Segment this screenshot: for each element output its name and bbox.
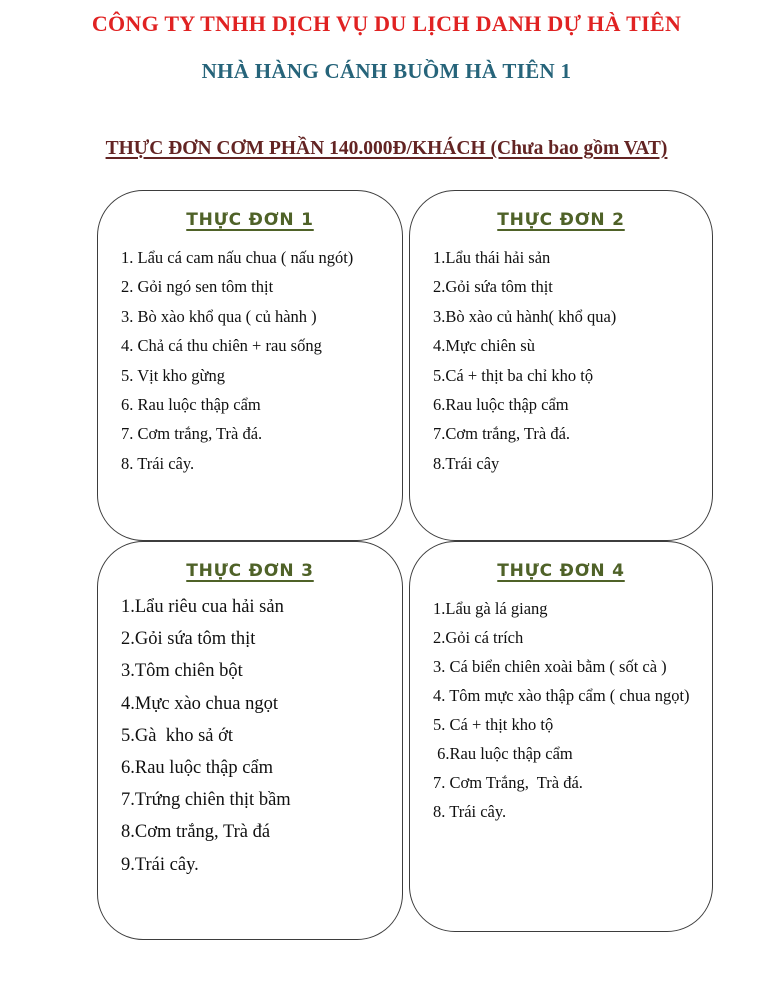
menu-2-items	[410, 243, 712, 478]
menu-item: 4. Tôm mực xào thập cẩm ( chua ngọt)	[433, 686, 690, 705]
menu-item: 5.Gà kho sả ớt	[121, 725, 234, 746]
menu-2-title: THỰC ĐƠN 2	[497, 210, 625, 230]
menu-1-title: THỰC ĐƠN 1	[186, 210, 314, 230]
menu-item: 5. Cá + thịt kho tộ	[433, 715, 554, 734]
menu-item: 1. Lẩu cá cam nấu chua ( nấu ngót)	[121, 248, 354, 267]
menu-card-1	[97, 190, 403, 541]
menu-item: 7.Cơm trắng, Trà đá.	[433, 424, 571, 444]
menu-item: 4.Mực chiên sù	[433, 336, 535, 356]
menu-item: 8. Trái cây.	[121, 453, 195, 473]
menu-item: 7. Cơm trắng, Trà đá.	[121, 424, 263, 444]
menu-item: 8. Trái cây.	[433, 802, 507, 821]
menu-item: 2. Gỏi ngó sen tôm thịt	[121, 277, 274, 297]
menu-item: 4. Chả cá thu chiên + rau sống	[121, 336, 322, 356]
menu-3-title: THỰC ĐƠN 3	[186, 561, 314, 581]
menu-item: 3. Bò xào khổ qua ( củ hành )	[121, 306, 317, 326]
menu-item: 2.Gỏi cá trích	[433, 628, 524, 647]
menu-item: 2.Gỏi sứa tôm thịt	[121, 629, 256, 650]
restaurant-title: NHÀ HÀNG CÁNH BUỒM HÀ TIÊN 1	[201, 59, 572, 83]
menu-item: 2.Gỏi sứa tôm thịt	[433, 277, 553, 297]
menu-3-items	[98, 591, 402, 881]
menu-item: 7.Trứng chiên thịt bầm	[121, 790, 291, 811]
menu-card-3	[97, 541, 403, 940]
menu-card-2	[409, 190, 713, 541]
menu-item: 1.Lẩu gà lá giang	[433, 599, 548, 618]
menu-item: 6. Rau luộc thập cẩm	[121, 395, 261, 415]
menu-item: 9.Trái cây.	[121, 854, 199, 875]
menu-1-items	[98, 243, 402, 478]
company-title: CÔNG TY TNHH DỊCH VỤ DU LỊCH DANH DỰ HÀ TIÊN	[91, 11, 682, 36]
menu-item: 4.Mực xào chua ngọt	[121, 693, 278, 714]
price-heading: THỰC ĐƠN CƠM PHẦN 140.000Đ/KHÁCH (Chưa bao gồm VAT)	[105, 138, 668, 159]
menu-item: 5. Vịt kho gừng	[121, 365, 225, 385]
menu-card-4	[409, 541, 713, 932]
menu-item: 3.Tôm chiên bột	[121, 661, 243, 682]
menu-item: 1.Lẩu thái hải sản	[433, 248, 551, 267]
menu-4-title: THỰC ĐƠN 4	[497, 561, 625, 581]
menu-item: 8.Trái cây	[433, 453, 500, 473]
menu-item: 7. Cơm Trắng, Trà đá.	[433, 773, 583, 792]
menu-item: 6.Rau luộc thập cẩm	[121, 758, 274, 779]
menu-item: 8.Cơm trắng, Trà đá	[121, 822, 271, 843]
menu-item: 3.Bò xào củ hành( khổ qua)	[433, 306, 617, 326]
menu-item: 6.Rau luộc thập cẩm	[433, 744, 573, 763]
menu-4-items	[410, 594, 712, 826]
menu-item: 3. Cá biển chiên xoài bằm ( sốt cà )	[433, 657, 667, 676]
menu-item: 6.Rau luộc thập cẩm	[433, 395, 569, 415]
menu-item: 1.Lẩu riêu cua hải sản	[121, 597, 284, 617]
menu-item: 5.Cá + thịt ba chỉ kho tộ	[433, 365, 594, 385]
